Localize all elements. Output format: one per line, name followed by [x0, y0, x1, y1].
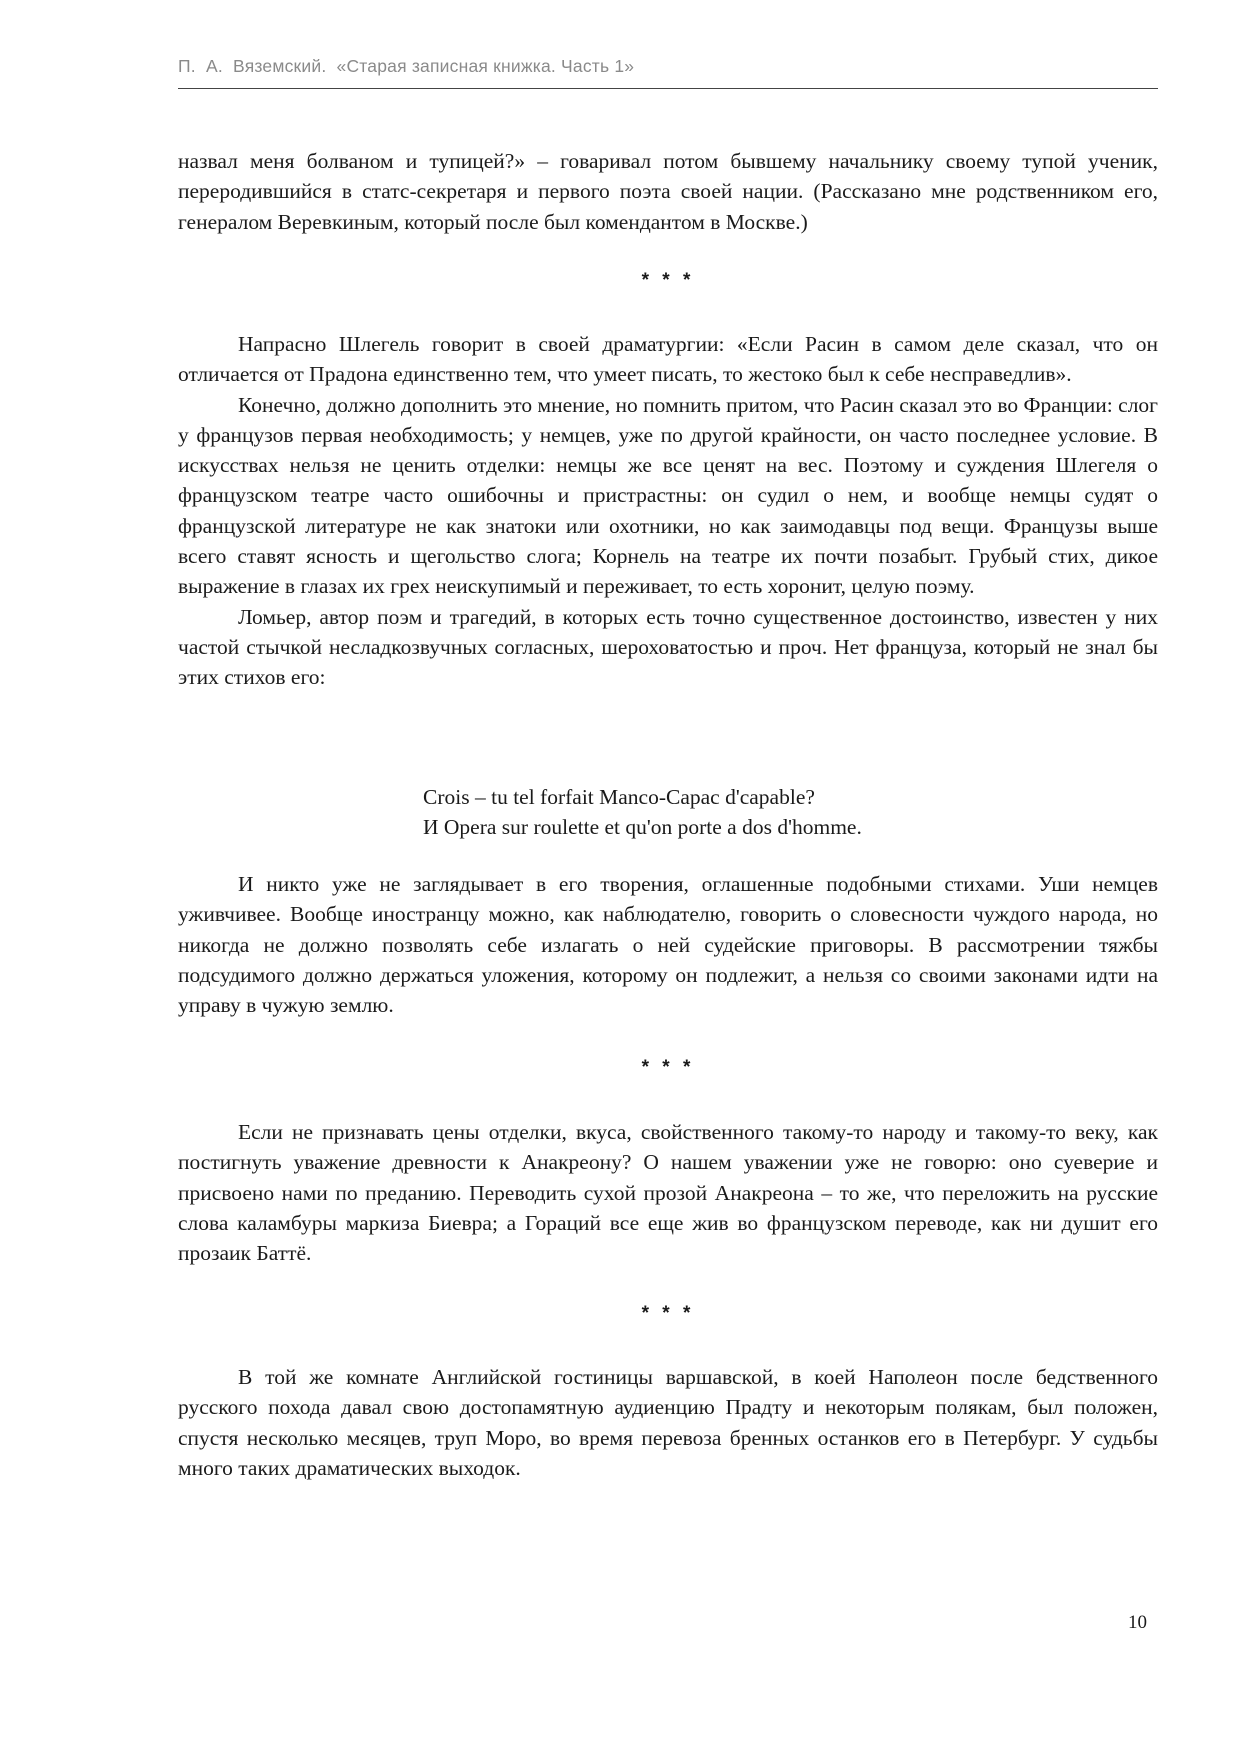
verse-line: Crois – tu tel forfait Manco-Capac d'capable?: [423, 785, 815, 809]
paragraph: назвал меня болваном и тупицей?» – говаривал потом бывшему начальнику своему тупой ученик, переродившийся в статс-секретаря и первого поэта своей нации. (Рассказано мне родственником его, генералом Веревкиным, который после был комендантом в Москве.): [178, 149, 1158, 234]
paragraph: Напрасно Шлегель говорит в своей драматургии: «Если Расин в самом деле сказал, что он отличается от Прадона единственно тем, что умеет писать, то жестоко был к себе несправедлив».: [178, 332, 1158, 387]
section-separator: * * *: [641, 1303, 695, 1324]
running-header: П. А. Вяземский. «Старая записная книжка. Часть 1»: [178, 56, 635, 76]
text-block-2: [178, 329, 1158, 693]
header-rule: [178, 88, 1158, 89]
paragraph: В той же комнате Английской гостиницы варшавской, в коей Наполеон после бедственного русского похода давал свою достопамятную аудиенцию Прадту и некоторым полякам, был положен, спустя несколько месяцев, труп Моро, во время перевоза бренных останков его в Петербург. У судьбы много таких драматических выходок.: [178, 1365, 1158, 1480]
section-separator: * * *: [641, 270, 695, 291]
text-block-4: [178, 1117, 1158, 1268]
paragraph: И никто уже не заглядывает в его творения, оглашенные подобными стихами. Уши немцев уживчивее. Вообще иностранцу можно, как наблюдателю, говорить о словесности чуждого народа, но никогда не должно позволять себе излагать о ней судейские приговоры. В рассмотрении тяжбы подсудимого должно держаться уложения, которому он подлежит, а нельзя со своими законами идти на управу в чужую землю.: [178, 872, 1158, 1018]
paragraph: Ломьер, автор поэм и трагедий, в которых есть точно существенное достоинство, известен у них частой стычкой несладкозвучных согласных, шероховатостью и проч. Нет француза, который не знал бы этих стихов его:: [178, 604, 1158, 690]
verse-line: И Opera sur roulette et qu'on porte a dos d'homme.: [423, 815, 862, 840]
text-block-5: [178, 1362, 1158, 1483]
section-separator: * * *: [641, 1057, 695, 1078]
page-number: 10: [1128, 1612, 1147, 1633]
verse-quote: [423, 782, 1123, 843]
text-block-3: [178, 869, 1158, 1020]
text-block-1: [178, 146, 1158, 237]
paragraph: Конечно, должно дополнить это мнение, но помнить притом, что Расин сказал это во Франции: слог у французов первая необходимость; у немцев, уже по другой крайности, он часто последнее условие. В искусствах нельзя не ценить отделки: немцы же все ценят на вес. Поэтому и суждения Шлегеля о французском театре часто ошибочны и пристрастны: он судил о нем, и вообще немцы судят о французской литературе не как знатоки или охотники, но как заимодавцы под вещи. Французы выше всего ставят ясность и щегольство слога; Корнель на театре их почти позабыт. Грубый стих, дикое выражение в глазах их грех неискупимый и переживает, то есть хоронит, целую поэму.: [178, 392, 1158, 599]
paragraph: Если не признавать цены отделки, вкуса, свойственного такому-то народу и такому-то веку, как постигнуть уважение древности к Анакреону? О нашем уважении уже не говорю: оно суеверие и присвоено нами по преданию. Переводить сухой прозой Анакреона – то же, что переложить на русские слова каламбуры маркиза Биевра; а Гораций все еще жив во французском переводе, как ни душит его прозаик Баттё.: [178, 1120, 1158, 1266]
